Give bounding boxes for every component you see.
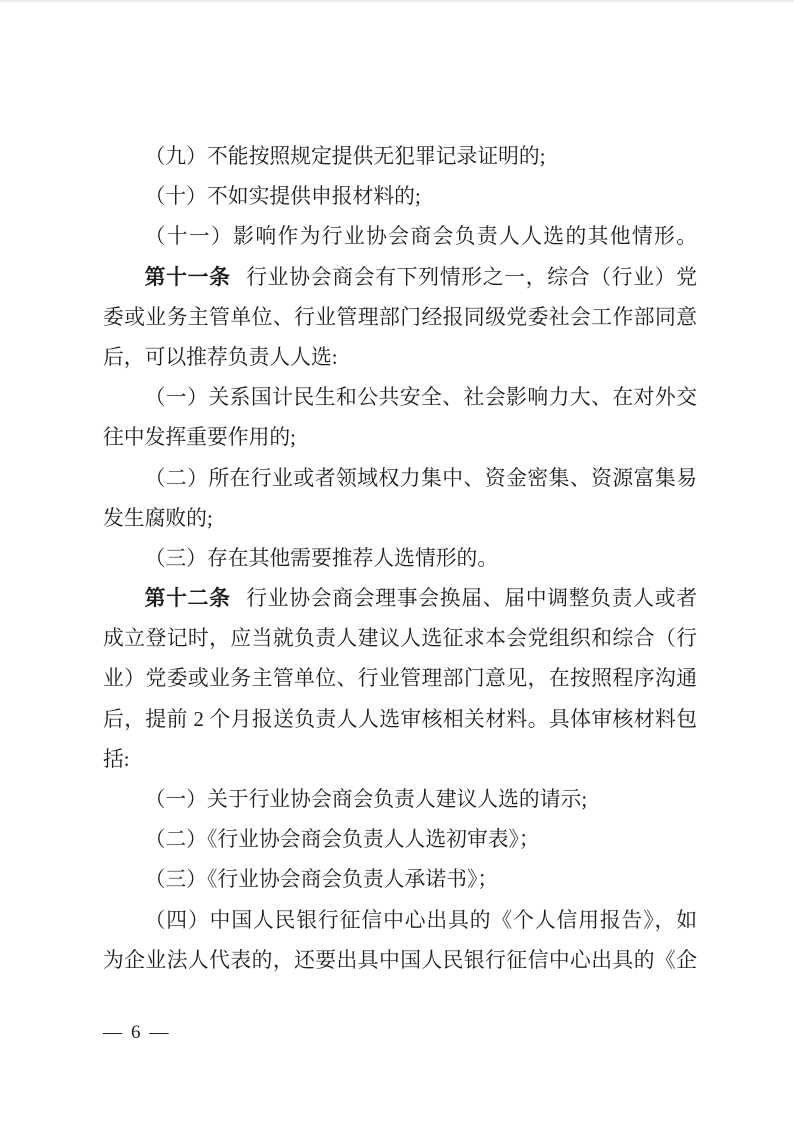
clause-11-line: （十一）影响作为行业协会商会负责人人选的其他情形。 (144, 225, 697, 249)
article-12-item-2-line: （二）《行业协会商会负责人人选初审表》； (144, 828, 540, 852)
document-body (103, 137, 697, 981)
article-11-number: 第十一条 (144, 265, 231, 289)
page-footer (103, 1021, 169, 1045)
article-11-item-2-line-1: （二）所在行业或者领域权力集中、资金密集、资源富集易 (144, 466, 697, 490)
footer-left-dash: — (103, 1022, 122, 1043)
article-12-item-1-line: （一）关于行业协会商会负责人建议人选的请示; (144, 788, 588, 811)
article-12-opening-text: 行业协会商会理事会换届、届中调整负责人或者 (246, 587, 697, 611)
article-11-heading-line (103, 258, 697, 298)
page-number: 6 (131, 1022, 141, 1043)
article-12-line-3: 业）党委或业务主管单位、行业管理部门意见，在按照程序沟通 (103, 667, 697, 691)
page-top-edge (0, 0, 794, 2)
article-11-item-2-line-2: 发生腐败的; (103, 506, 213, 530)
footer-right-dash: — (149, 1022, 169, 1043)
article-11-item-1-line-1: （一）关系国计民生和公共安全、社会影响力大、在对外交 (144, 386, 697, 410)
article-12-item-4-line-1: （四）中国人民银行征信中心出具的《个人信用报告》，如 (144, 908, 697, 932)
article-12-line-4: 后，提前 2 个月报送负责人人选审核相关材料。具体审核材料包 (103, 707, 697, 731)
article-12-number: 第十二条 (144, 587, 231, 611)
clause-9-line: （九）不能按照规定提供无犯罪记录证明的; (144, 145, 546, 168)
article-11-item-1-line-2: 往中发挥重要作用的; (103, 426, 296, 450)
article-12-line-2: 成立登记时，应当就负责人建议人选征求本会党组织和综合（行 (103, 627, 697, 651)
article-11-opening-text: 行业协会商会有下列情形之一，综合（行业）党 (246, 265, 697, 289)
article-11-item-3-line: （三）存在其他需要推荐人选情形的。 (144, 546, 499, 570)
article-12-heading-line (103, 579, 697, 619)
article-11-line-3: 后，可以推荐负责人人选: (103, 345, 338, 369)
article-12-item-3-line: （三）《行业协会商会负责人承诺书》； (144, 868, 499, 892)
article-12-item-4-line-2: 为企业法人代表的，还要出具中国人民银行征信中心出具的《企 (103, 948, 697, 972)
article-11-line-2: 委或业务主管单位、行业管理部门经报同级党委社会工作部同意 (103, 305, 697, 329)
clause-10-line: （十）不如实提供申报材料的; (144, 185, 421, 209)
article-12-line-5: 括: (103, 747, 130, 771)
